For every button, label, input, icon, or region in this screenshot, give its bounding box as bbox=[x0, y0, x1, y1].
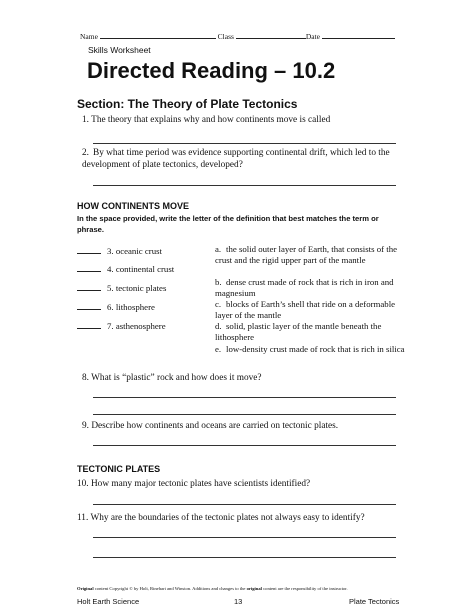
matching-instructions: In the space provided, write the letter of the definition that best matches the term or phrase. bbox=[77, 214, 379, 234]
worksheet-label: Skills Worksheet bbox=[88, 45, 151, 55]
definition-d: d. solid, plastic layer of the mantle beneath the lithosphere bbox=[215, 321, 382, 342]
term-row: 5. tectonic plates bbox=[77, 283, 166, 293]
answer-line-8b[interactable] bbox=[93, 414, 396, 415]
plates-heading: TECTONIC PLATES bbox=[77, 464, 161, 474]
answer-line-11b[interactable] bbox=[93, 557, 396, 558]
term-row: 3. oceanic crust bbox=[77, 246, 162, 256]
answer-blank-4[interactable] bbox=[77, 264, 101, 272]
term-row: 7. asthenosphere bbox=[77, 321, 166, 331]
definition-b: b. dense crust made of rock that is rich in iron and magnesium bbox=[215, 277, 394, 298]
header-row bbox=[80, 31, 395, 41]
answer-line-11a[interactable] bbox=[93, 537, 396, 538]
date-label: Date bbox=[305, 32, 320, 41]
answer-blank-5[interactable] bbox=[77, 283, 101, 291]
question-10: 10. How many major tectonic plates have scientists identified? bbox=[77, 479, 311, 489]
class-label: Class bbox=[217, 32, 234, 41]
section-heading: Section: The Theory of Plate Tectonics bbox=[77, 97, 298, 111]
question-2: 2. By what time period was evidence supporting continental drift, which led to the development of plate tectonics, developed? bbox=[82, 148, 390, 170]
answer-line-2[interactable] bbox=[93, 185, 396, 186]
page-title: Directed Reading – 10.2 bbox=[87, 58, 336, 83]
date-field[interactable] bbox=[322, 31, 395, 39]
question-1: 1. The theory that explains why and how continents move is called bbox=[82, 115, 331, 125]
footer-chapter: Plate Tectonics bbox=[349, 597, 400, 606]
term-row: 4. continental crust bbox=[77, 264, 174, 274]
definition-e: e. low-density crust made of rock that is rich in silica bbox=[215, 344, 405, 354]
question-9: 9. Describe how continents and oceans are carried on tectonic plates. bbox=[82, 421, 339, 431]
matching-heading: HOW CONTINENTS MOVE bbox=[77, 201, 189, 211]
footer-copyright: Original content Copyright © by Holt, Rinehart and Winston. Additions and changes to the original content are the responsibility of the instructor. bbox=[77, 586, 348, 591]
name-label: Name bbox=[80, 32, 98, 41]
answer-blank-6[interactable] bbox=[77, 302, 101, 310]
page-number: 13 bbox=[234, 597, 243, 606]
class-field[interactable] bbox=[236, 31, 306, 39]
definition-a: a. the solid outer layer of Earth, that consists of the crust and the rigid upper part of the mantle bbox=[215, 244, 398, 265]
term-row: 6. lithosphere bbox=[77, 302, 155, 312]
question-11: 11. Why are the boundaries of the tectonic plates not always easy to identify? bbox=[77, 513, 365, 523]
answer-line-1[interactable] bbox=[93, 143, 396, 144]
answer-blank-3[interactable] bbox=[77, 246, 101, 254]
definition-c: c. blocks of Earth’s shell that ride on a deformable layer of the mantle bbox=[215, 299, 396, 320]
name-field[interactable] bbox=[100, 31, 216, 39]
answer-line-8a[interactable] bbox=[93, 397, 396, 398]
answer-blank-7[interactable] bbox=[77, 321, 101, 329]
answer-line-10[interactable] bbox=[93, 504, 396, 505]
footer-course: Holt Earth Science bbox=[77, 597, 140, 606]
question-8: 8. What is “plastic” rock and how does it move? bbox=[82, 373, 262, 383]
answer-line-9[interactable] bbox=[93, 445, 396, 446]
